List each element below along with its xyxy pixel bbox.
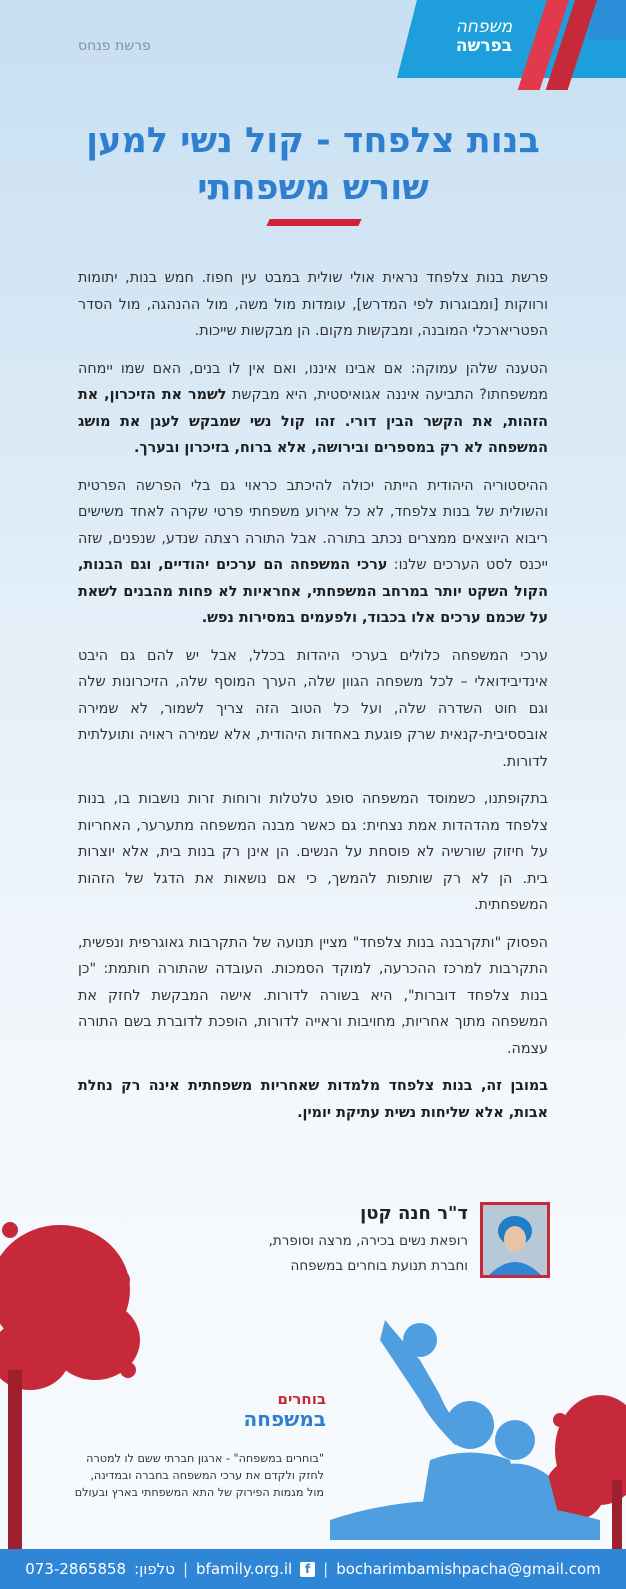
badge-line1: משפחה — [455, 17, 513, 37]
org-desc-line2: לחזק ולקדם את ערכי המשפחה בחברה ובמדינה, — [90, 1469, 324, 1482]
left-tree-icon — [0, 1222, 140, 1560]
org-logo-top: בוחרים — [277, 1390, 326, 1408]
author-avatar — [480, 1202, 550, 1278]
paragraph-4: ערכי המשפחה כלולים בערכי היהדות בכלל, אבל יש להם גם היבט אינדיבידואלי – לכל משפחה הגוון שלה, הערך המוסף שלה, הזיכרונות שלה וגם חוט השדרה שלה, ועל כל הטוב הזה צריך לשמור, לא שמירה אובססיבית-קנאית שרק פוגעת באחדות היהודית, אלא שמירה ראויה ותועלתית לדורות. — [78, 647, 548, 770]
facebook-icon[interactable]: f — [300, 1562, 315, 1577]
author-title-line1: רופאת נשים בכירה, מרצה וסופרת, — [268, 1233, 468, 1249]
footer-phone-label: טלפון: — [134, 1560, 175, 1578]
paragraph-1: פרשת בנות צלפחד נראית אולי שולית במבט עין חפוז. חמש בנות, יתומות ורווקות [ומבוגרות לפי המדרש], עומדות מול משה, מול ההנהגה, מול הסדר הפטריארכלי המובנה, ומבקשות מקום. הן מבקשות שייכות. — [78, 270, 548, 339]
title-line2: שורש משפחתי — [197, 168, 429, 208]
org-logo — [226, 1390, 326, 1440]
title-line1: בנות צלפחד - קול נשי למען — [86, 121, 540, 161]
paragraph-5: בתקופתנו, כשמוסד המשפחה סופג טלטלות ורוחות זרות נושבות בו, בנות צלפחד מהדהדות אמת נצחית: גם כאשר מבנה המשפחה מתערער, האחריות על חיזוק שורשיה לא פוסחת על הנשים. הן אינן רק בנות בית, אלא יוצרות בית. הן לא רק שותפות להמשך, כי אם נושאות את הדגל של הזהות המשפחתית. — [78, 791, 548, 913]
paragraph-6: הפסוק "ותקרבנה בנות צלפחד" מציין תנועה של התקרבות גאוגרפית ונפשית, התקרבות למרכז ההכרעה, למוקד הסמכות. העובדה שהתורה חותמת: "כן בנות צלפחד דוברות", היא בשורה לדורות. אישה המבקשת לחזק את המשפחה מתוך אחריות, מחויבות וראייה לדורות, הופכת לדוברת בשם התורה עצמה. — [78, 934, 548, 1057]
org-desc-line1: "בוחרים במשפחה" - ארגון חברתי ששם לו למטרה — [86, 1452, 324, 1465]
parasha-label: פרשת פנחס — [78, 38, 151, 54]
paragraph-2-text: הטענה שלהן עמוקה: אם אבינו איננו, ואם אין לו בנים, האם שמו יימחה ממשפחתו? התביעה איננה אגואיסטית, היא מבקשת — [78, 360, 548, 403]
author-name: ד"ר חנה קטן — [360, 1203, 468, 1224]
badge-text — [439, 18, 529, 55]
paragraph-2-bold: לשמר את הזיכרון, את הזהות, את הקשר הבין דורי. זהו קול נשי שמבקש לעגן את מושג המשפחה לא רק במספרים ובירושה, אלא ברוח, בזיכרון ובערך. — [78, 387, 548, 456]
brand-badge — [397, 0, 626, 90]
footer-bar — [0, 1549, 626, 1589]
paragraph-7 — [78, 1073, 548, 1126]
badge-line2: בפרשה — [455, 35, 513, 56]
org-desc-line3: מול מגמות הפירוק של התא המשפחתי בארץ ובעולם — [74, 1486, 324, 1499]
paragraph-2 — [78, 356, 548, 462]
paragraph-7-bold: במובן זה, בנות צלפחד מלמדות שאחריות משפחתית אינה רק נחלת אבות, אלא שליחות נשית עתיקת יומין. — [78, 1078, 548, 1121]
author-title-line2: וחברת תנועת בוחרים במשפחה — [290, 1258, 468, 1274]
paragraph-3 — [78, 473, 548, 632]
org-description — [14, 1450, 324, 1501]
footer-phone[interactable]: 073-2865858 — [25, 1560, 127, 1578]
article-title — [40, 118, 586, 212]
org-logo-bottom: במשפחה — [243, 1407, 326, 1431]
paragraph-3-text: ההיסטוריה היהודית הייתה יכולה להיכתב כראוי גם בלי הפרשה הפרטית והשולית של בנות צלפחד, לא כל אירוע משפחתי פרטי שקרה לאחד משישים ריבוא היוצאים ממצרים נכתב בתורה. אבל התורה רצתה שנדע, שנפנים, שזה ייכנס לסט הערכים שלנו: — [78, 477, 548, 573]
footer-email[interactable]: bocharimbamishpacha@gmail.com — [336, 1560, 601, 1578]
article-body — [78, 265, 548, 1137]
footer-separator: | — [323, 1560, 329, 1578]
footer-site[interactable]: bfamily.org.il — [196, 1560, 293, 1578]
paragraph-3-bold: ערכי המשפחה הם ערכים יהודיים, וגם הבנות, הקול השקט יותר במרחב המשפחתי, אחראיות לא פחות מהבנים לשאת על שכמם ערכים אלו בכבוד, ולפעמים במסירות נפש. — [78, 557, 548, 626]
footer-separator: | — [182, 1560, 189, 1578]
title-underline — [266, 219, 361, 226]
